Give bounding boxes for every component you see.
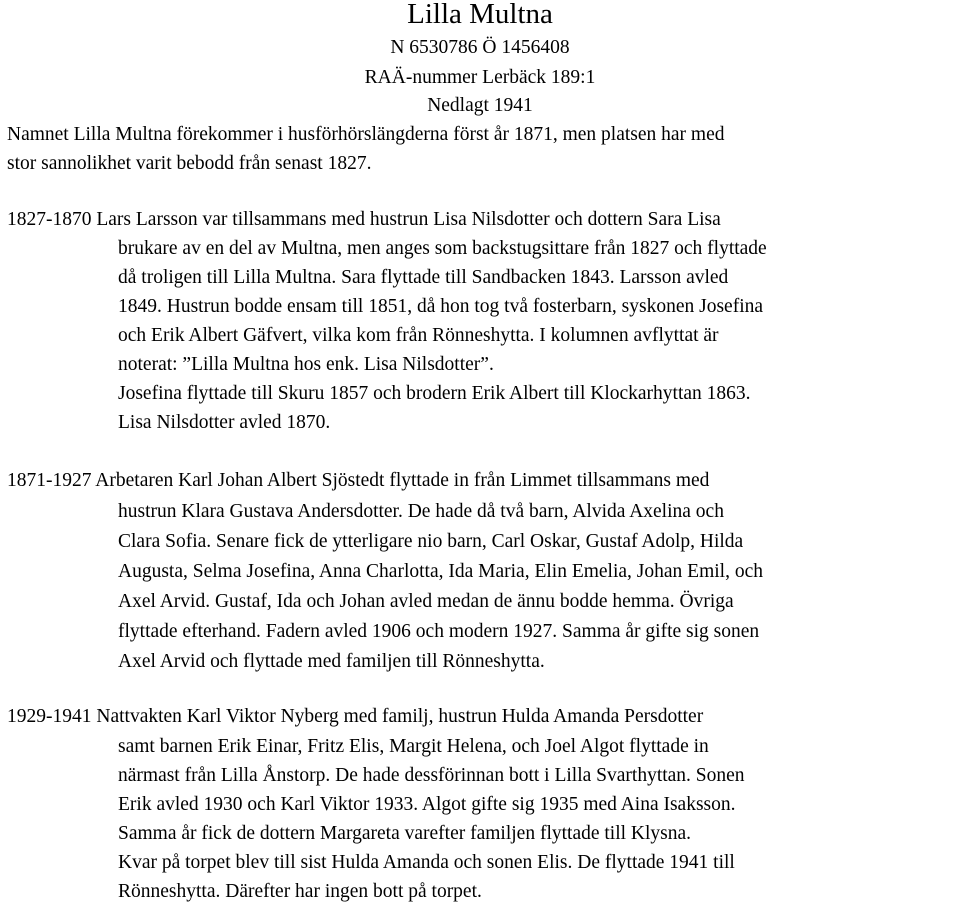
- entry-line: Axel Arvid och flyttade med familjen till Rönneshytta.: [118, 651, 545, 672]
- entry-line: Josefina flyttade till Skuru 1857 och brodern Erik Albert till Klockarhyttan 1863.: [118, 383, 751, 404]
- entry-line: då troligen till Lilla Multna. Sara flyttade till Sandbacken 1843. Larsson avled: [118, 267, 729, 288]
- entry-line: flyttade efterhand. Fadern avled 1906 och modern 1927. Samma år gifte sig sonen: [118, 621, 760, 642]
- intro-line-1: Namnet Lilla Multna förekommer i husförhörslängderna först år 1871, men platsen har med: [7, 124, 725, 145]
- entry-line: 1849. Hustrun bodde ensam till 1851, då hon tog två fosterbarn, syskonen Josefina: [118, 296, 764, 317]
- entry-line: 1929-1941 Nattvakten Karl Viktor Nyberg med familj, hustrun Hulda Amanda Persdotter: [7, 706, 704, 727]
- coordinates-line: N 6530786 Ö 1456408: [390, 37, 570, 58]
- entry-line: noterat: ”Lilla Multna hos enk. Lisa Nilsdotter”.: [118, 354, 494, 375]
- entry-line: 1871-1927 Arbetaren Karl Johan Albert Sjöstedt flyttade in från Limmet tillsammans med: [7, 470, 710, 491]
- entry-line: Samma år fick de dottern Margareta varefter familjen flyttade till Klysna.: [118, 823, 692, 844]
- entry-line: hustrun Klara Gustava Andersdotter. De hade då två barn, Alvida Axelina och: [118, 501, 724, 522]
- entry-line: Rönneshytta. Därefter har ingen bott på torpet.: [118, 881, 482, 902]
- entry-line: närmast från Lilla Ånstorp. De hade dessförinnan bott i Lilla Svarthyttan. Sonen: [118, 765, 745, 786]
- entry-line: och Erik Albert Gäfvert, vilka kom från Rönneshytta. I kolumnen avflyttat är: [118, 325, 719, 346]
- entry-line: Erik avled 1930 och Karl Viktor 1933. Algot gifte sig 1935 med Aina Isaksson.: [118, 794, 736, 815]
- entry-line: brukare av en del av Multna, men anges som backstugsittare från 1827 och flyttade: [118, 238, 767, 259]
- page-title: Lilla Multna: [407, 0, 553, 30]
- entry-line: Axel Arvid. Gustaf, Ida och Johan avled medan de ännu bodde hemma. Övriga: [118, 591, 734, 612]
- status-line: Nedlagt 1941: [427, 95, 533, 116]
- entry-line: 1827-1870 Lars Larsson var tillsammans med hustrun Lisa Nilsdotter och dottern Sara Lisa: [7, 209, 721, 230]
- entry-line: Clara Sofia. Senare fick de ytterligare nio barn, Carl Oskar, Gustaf Adolp, Hilda: [118, 531, 744, 552]
- entry-line: samt barnen Erik Einar, Fritz Elis, Margit Helena, och Joel Algot flyttade in: [118, 736, 709, 757]
- entry-line: Kvar på torpet blev till sist Hulda Amanda och sonen Elis. De flyttade 1941 till: [118, 852, 735, 873]
- raa-number-line: RAÄ-nummer Lerbäck 189:1: [364, 67, 596, 88]
- intro-line-2: stor sannolikhet varit bebodd från senast 1827.: [7, 153, 372, 174]
- entry-line: Augusta, Selma Josefina, Anna Charlotta, Ida Maria, Elin Emelia, Johan Emil, och: [118, 561, 763, 582]
- entry-line: Lisa Nilsdotter avled 1870.: [118, 412, 331, 433]
